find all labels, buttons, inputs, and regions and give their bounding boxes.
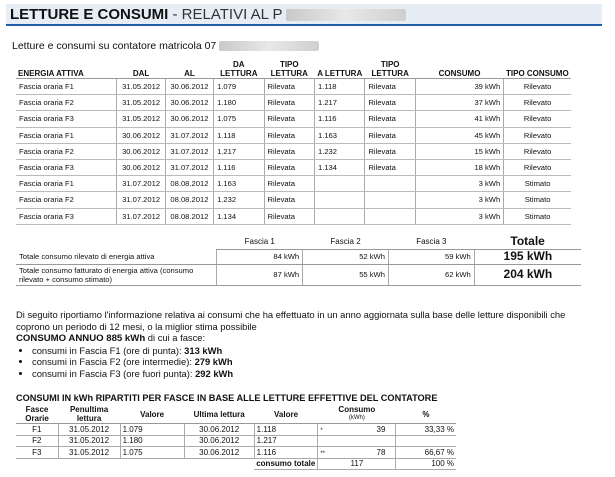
cell-tipo-lettura-2: Rilevata	[365, 95, 415, 111]
cell-fascia: Fascia oraria F1	[16, 127, 117, 143]
split-table	[16, 405, 456, 470]
cell-dal: 31.05.2012	[117, 79, 165, 95]
cell-tipo-consumo: Rilevato	[504, 95, 571, 111]
cell-consumo: 41 kWh	[415, 111, 503, 127]
cell-consumo: 45 kWh	[415, 127, 503, 143]
cell-tipo-lettura-1: Rilevata	[264, 208, 314, 224]
cell-totale: 204 kWh	[474, 264, 581, 285]
cell-totals-label: Totale consumo rilevato di energia attiva	[16, 250, 217, 265]
table-row	[16, 458, 456, 470]
cell-tipo-consumo: Stimato	[504, 176, 571, 192]
list-item	[32, 356, 596, 368]
table-row	[16, 111, 571, 127]
fascia-label: consumi in Fascia F1 (ore di punta):	[32, 344, 185, 356]
cell-dal: 31.07.2012	[117, 176, 165, 192]
cell-perc	[396, 435, 456, 447]
annual-headline-suffix: di cui a fasce:	[145, 332, 206, 343]
cell-dal: 31.07.2012	[117, 208, 165, 224]
cell-tipo-consumo: Rilevato	[504, 159, 571, 175]
cell-valore-2: 1.116	[254, 447, 318, 459]
col-energia: ENERGIA ATTIVA	[16, 52, 117, 79]
section-title: LETTURE E CONSUMI	[10, 6, 169, 23]
col-ultima: Ultima lettura	[184, 405, 254, 424]
section-header	[6, 4, 602, 26]
cell-valore-1: 1.075	[120, 447, 184, 459]
cell-totale: 195 kWh	[474, 250, 581, 265]
col-valore-1: Valore	[120, 405, 184, 424]
meter-intro-text: Letture e consumi su contatore matricola 07	[12, 40, 217, 52]
cell-al: 30.06.2012	[165, 95, 213, 111]
blank-cell	[16, 458, 254, 470]
cell-fascia: F1	[16, 424, 58, 436]
fascia-value: 279 kWh	[194, 356, 233, 367]
cell-fascia-3: 62 kWh	[388, 264, 474, 285]
cell-tipo-lettura-1: Rilevata	[264, 127, 314, 143]
cell-al: 31.07.2012	[165, 127, 213, 143]
cell-da-lettura: 1.232	[214, 192, 264, 208]
cell-a-lettura	[315, 208, 365, 224]
cell-tipo-lettura-2	[365, 176, 415, 192]
redacted-meter-number	[219, 41, 319, 51]
table-row	[16, 208, 571, 224]
cell-a-lettura	[315, 192, 365, 208]
cell-a-lettura: 1.116	[315, 111, 365, 127]
cell-ultima: 30.06.2012	[184, 435, 254, 447]
table-row	[16, 435, 456, 447]
redacted-text	[286, 9, 406, 21]
cell-dal: 30.06.2012	[117, 159, 165, 175]
table-row	[16, 447, 456, 459]
col-valore-2: Valore	[254, 405, 318, 424]
cell-da-lettura: 1.075	[214, 111, 264, 127]
cell-perc: 66,67 %	[396, 447, 456, 459]
cell-tipo-lettura-1: Rilevata	[264, 192, 314, 208]
cell-fascia: Fascia oraria F3	[16, 208, 117, 224]
cell-consumo	[318, 447, 396, 459]
cell-a-lettura: 1.163	[315, 127, 365, 143]
fascia-label: consumi in Fascia F2 (ore intermedie):	[32, 356, 195, 367]
cell-fascia-1: 84 kWh	[217, 250, 303, 265]
consumo-label: Consumo	[338, 405, 376, 414]
cell-fascia-2: 55 kWh	[303, 264, 389, 285]
cell-fascia: Fascia oraria F2	[16, 143, 117, 159]
col-tipo-consumo: TIPO CONSUMO	[504, 52, 571, 79]
col-al: AL	[165, 52, 213, 79]
cell-da-lettura: 1.134	[214, 208, 264, 224]
cell-da-lettura: 1.116	[214, 159, 264, 175]
cell-consumo: 3 kWh	[415, 208, 503, 224]
list-item	[32, 345, 596, 357]
cell-al: 08.08.2012	[165, 192, 213, 208]
cell-fascia: Fascia oraria F3	[16, 159, 117, 175]
cell-a-lettura: 1.118	[315, 79, 365, 95]
cell-tipo-lettura-2: Rilevata	[365, 127, 415, 143]
split-header-row	[16, 405, 456, 424]
meter-intro	[12, 40, 319, 52]
fascia-value: 313 kWh	[184, 344, 223, 356]
totals-blank	[16, 233, 217, 250]
cell-consumo	[318, 435, 396, 447]
cell-consumo-value: 39	[376, 424, 386, 434]
cell-tipo-lettura-1: Rilevata	[264, 159, 314, 175]
list-item	[32, 368, 596, 380]
table-row	[16, 424, 456, 436]
cell-fascia: Fascia oraria F2	[16, 192, 117, 208]
cell-consumo: 3 kWh	[415, 176, 503, 192]
cell-consumo: 37 kWh	[415, 95, 503, 111]
cell-dal: 31.05.2012	[117, 95, 165, 111]
table-row	[16, 159, 571, 175]
table-row	[16, 250, 581, 265]
cell-dal: 31.05.2012	[117, 111, 165, 127]
cell-fascia-3: 59 kWh	[388, 250, 474, 265]
cell-al: 31.07.2012	[165, 143, 213, 159]
cell-tipo-lettura-1: Rilevata	[264, 111, 314, 127]
cell-da-lettura: 1.118	[214, 127, 264, 143]
cell-penultima: 31.05.2012	[58, 424, 120, 436]
cell-valore-2: 1.217	[254, 435, 318, 447]
col-da-lettura: DA LETTURA	[214, 52, 264, 79]
cell-a-lettura	[315, 176, 365, 192]
cell-tipo-consumo: Rilevato	[504, 111, 571, 127]
cell-tipo-consumo: Stimato	[504, 208, 571, 224]
cell-a-lettura: 1.217	[315, 95, 365, 111]
cell-tipo-lettura-1: Rilevata	[264, 176, 314, 192]
cell-tipo-consumo: Rilevato	[504, 79, 571, 95]
cell-fascia: Fascia oraria F2	[16, 95, 117, 111]
cell-tipo-lettura-1: Rilevata	[264, 79, 314, 95]
cell-a-lettura: 1.134	[315, 159, 365, 175]
cell-penultima: 31.05.2012	[58, 435, 120, 447]
cell-fascia: F3	[16, 447, 58, 459]
cell-fascia: Fascia oraria F3	[16, 111, 117, 127]
col-dal: DAL	[117, 52, 165, 79]
col-totale: Totale	[474, 233, 581, 250]
readings-header-row	[16, 52, 571, 79]
table-row	[16, 192, 571, 208]
fascia-value: 292 kWh	[195, 367, 234, 379]
cell-penultima: 31.05.2012	[58, 447, 120, 459]
cell-consumo: 39 kWh	[415, 79, 503, 95]
total-value: 117	[318, 458, 396, 470]
cell-perc: 33,33 %	[396, 424, 456, 436]
cell-dal: 31.07.2012	[117, 192, 165, 208]
cell-tipo-lettura-2: Rilevata	[365, 159, 415, 175]
cell-al: 31.07.2012	[165, 159, 213, 175]
annual-description: Di seguito riportiamo l'informazione relativa ai consumi che ha effettuato in un anno aggiornata sulla base delle letture disponibili che coprono un periodo di 12 mesi, o la miglior stima possibile	[16, 309, 566, 332]
cell-tipo-lettura-2	[365, 192, 415, 208]
cell-consumo: 3 kWh	[415, 192, 503, 208]
cell-tipo-lettura-2: Rilevata	[365, 79, 415, 95]
cell-tipo-lettura-1: Rilevata	[264, 143, 314, 159]
cell-valore-2: 1.118	[254, 424, 318, 436]
col-fascia-1: Fascia 1	[217, 233, 303, 250]
cell-mark: *	[320, 427, 323, 434]
cell-valore-1: 1.079	[120, 424, 184, 436]
total-perc: 100 %	[396, 458, 456, 470]
cell-fascia: Fascia oraria F1	[16, 176, 117, 192]
totals-header-row	[16, 233, 581, 250]
split-title: CONSUMI IN kWh RIPARTITI PER FASCE IN BASE ALLE LETTURE EFFETTIVE DEL CONTATORE	[16, 393, 438, 403]
annual-section	[16, 309, 596, 379]
cell-tipo-lettura-2: Rilevata	[365, 143, 415, 159]
col-penultima: Penultima lettura	[58, 405, 120, 424]
cell-fascia: F2	[16, 435, 58, 447]
cell-da-lettura: 1.217	[214, 143, 264, 159]
col-fascia-3: Fascia 3	[388, 233, 474, 250]
col-fasce-orarie: Fasce Orarie	[16, 405, 58, 424]
cell-ultima: 30.06.2012	[184, 424, 254, 436]
cell-tipo-lettura-1: Rilevata	[264, 95, 314, 111]
cell-tipo-lettura-2: Rilevata	[365, 111, 415, 127]
annual-headline-label: CONSUMO ANNUO 885 kWh	[16, 333, 146, 344]
cell-dal: 30.06.2012	[117, 143, 165, 159]
cell-tipo-consumo: Stimato	[504, 192, 571, 208]
cell-al: 30.06.2012	[165, 111, 213, 127]
table-row	[16, 95, 571, 111]
cell-fascia-2: 52 kWh	[303, 250, 389, 265]
col-perc: %	[396, 405, 456, 424]
total-label: consumo totale	[254, 458, 318, 470]
cell-da-lettura: 1.163	[214, 176, 264, 192]
col-fascia-2: Fascia 2	[303, 233, 389, 250]
cell-totals-label: Totale consumo fatturato di energia attiva (consumo rilevato + consumo stimato)	[16, 264, 217, 285]
table-row	[16, 79, 571, 95]
fascia-label: consumi in Fascia F3 (ore fuori punta):	[32, 367, 196, 379]
cell-dal: 30.06.2012	[117, 127, 165, 143]
cell-consumo-value: 78	[376, 447, 386, 457]
col-consumo: CONSUMO	[415, 52, 503, 79]
totals-table	[16, 233, 581, 286]
col-consumo-kwh	[318, 405, 396, 424]
annual-fasce-list	[16, 345, 596, 380]
section-subtitle: - RELATIVI AL P	[172, 6, 283, 23]
cell-consumo	[318, 424, 396, 436]
cell-al: 30.06.2012	[165, 79, 213, 95]
consumo-unit: (kWh)	[348, 415, 365, 421]
col-tipo-lettura-2: TIPO LETTURA	[365, 52, 415, 79]
cell-da-lettura: 1.079	[214, 79, 264, 95]
table-row	[16, 176, 571, 192]
cell-al: 08.08.2012	[165, 208, 213, 224]
cell-consumo: 15 kWh	[415, 143, 503, 159]
cell-a-lettura: 1.232	[315, 143, 365, 159]
cell-tipo-consumo: Rilevato	[504, 143, 571, 159]
cell-fascia: Fascia oraria F1	[16, 79, 117, 95]
cell-tipo-lettura-2	[365, 208, 415, 224]
table-row	[16, 143, 571, 159]
cell-ultima: 30.06.2012	[184, 447, 254, 459]
table-row	[16, 127, 571, 143]
cell-fascia-1: 87 kWh	[217, 264, 303, 285]
cell-da-lettura: 1.180	[214, 95, 264, 111]
cell-al: 08.08.2012	[165, 176, 213, 192]
col-tipo-lettura-1: TIPO LETTURA	[264, 52, 314, 79]
cell-valore-1: 1.180	[120, 435, 184, 447]
readings-table	[16, 52, 571, 225]
cell-tipo-consumo: Rilevato	[504, 127, 571, 143]
cell-mark: **	[320, 450, 326, 457]
col-a-lettura: A LETTURA	[315, 52, 365, 79]
cell-consumo: 18 kWh	[415, 159, 503, 175]
annual-headline	[16, 332, 596, 345]
table-row	[16, 264, 581, 285]
